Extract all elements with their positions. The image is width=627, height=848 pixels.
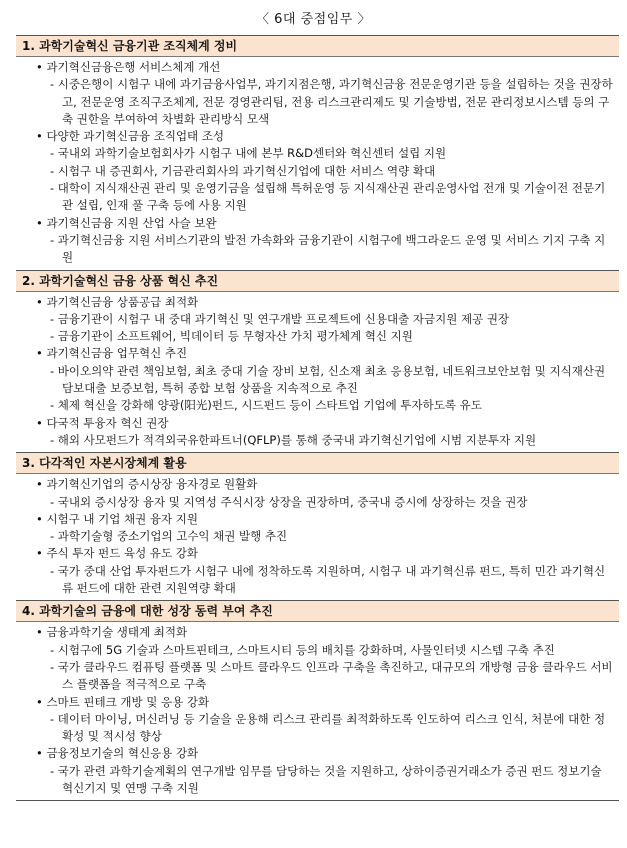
sub-item: - 국내외 과학기술보험회사가 시험구 내에 본부 R&D센터와 혁신센터 설립 지원 (50, 146, 447, 161)
mission-list (16, 35, 619, 801)
sub-item: - 국가 중대 산업 투자펀드가 시험구 내에 정착하도록 지원하며, 시험구 내 과기혁신류 펀드, 특히 민간 과기혁신류 펀드에 대한 관련 지원역량 확대 (50, 563, 606, 596)
sub-item: - 체제 혁신을 강화해 양광(阳光)펀드, 시드펀드 등이 스타트업 기업에 투자하도록 유도 (50, 398, 482, 413)
sub-item: - 바이오의약 관련 책임보험, 최초 중대 기술 장비 보험, 신소재 최초 응용보험, 네트워크보안보험 및 지식재산권 담보대출 보증보험, 특허 종합 보험 상품을 지속적으로 추진 (50, 363, 606, 396)
sub-item: - 금융기관이 시험구 내 중대 과기혁신 및 연구개발 프로젝트에 신용대출 자금지원 제공 권장 (50, 311, 510, 326)
section-4 (16, 601, 619, 801)
sub-item: - 과학기술형 중소기업의 고수익 채권 발행 추진 (50, 529, 288, 544)
sub-item: - 시험구에 5G 기술과 스마트핀테크, 스마트시티 등의 배치를 강화하며, 사물인터넷 시스템 구축 추진 (50, 642, 555, 657)
section-body (16, 292, 619, 453)
document-title: 〈 6대 중점임무 〉 (256, 12, 371, 27)
section-1 (16, 36, 619, 271)
bullet-item: • 과기혁신기업의 증시상장 융자경로 원활화 (36, 477, 258, 492)
section-body (16, 622, 619, 800)
sub-item: - 국내외 증시상장 융자 및 지역성 주식시장 상장을 권장하며, 중국내 증시에 상장하는 것을 권장 (50, 494, 528, 509)
bullet-item: • 금융정보기술의 혁신응용 강화 (36, 746, 199, 761)
section-body (16, 57, 619, 270)
sub-item: - 과기혁신금융 지원 서비스기관의 발전 가속화와 금융기관이 시험구에 백그라운드 운영 및 서비스 기지 구축 지원 (50, 232, 606, 265)
bullet-item: • 과기혁신금융 상품공급 최적화 (36, 294, 199, 309)
sub-item: - 국가 클라우드 컴퓨팅 플랫폼 및 스마트 클라우드 인프라 구축을 촉진하고, 대규모의 개방형 금융 클라우드 서비스 플랫폼을 적극적으로 구축 (50, 659, 613, 692)
sub-item: - 해외 사모펀드가 적격외국유한파트너(QFLP)를 통해 중국내 과기혁신기업에 시범 지분투자 지원 (50, 432, 537, 447)
sub-item: - 대학이 지식재산권 관리 및 운영기금을 설립해 특허운영 등 지식재산권 관리운영사업 전개 및 기술이전 전문기관 설립, 인재 풀 구축 등에 사용 지원 (50, 181, 606, 213)
section-2 (16, 271, 619, 454)
section-heading: 4. 과학기술의 금융에 대한 성장 동력 부여 추진 (16, 601, 619, 622)
sub-item: - 국가 관련 과학기술계획의 연구개발 임무를 담당하는 것을 지원하고, 상하이증권거래소가 증권 펀드 정보기술 혁신기지 및 연맹 구축 지원 (50, 763, 602, 795)
sub-item: - 금융기관이 소프트웨어, 빅데이터 등 무형자산 가치 평가체계 혁신 지원 (50, 329, 413, 344)
bullet-item: • 시험구 내 기업 채권 융자 지원 (36, 511, 199, 526)
bullet-item: • 과기혁신금융 지원 산업 사슬 보완 (36, 215, 217, 230)
sub-item: - 데이터 마이닝, 머신러닝 등 기술을 운용해 리스크 관리를 최적화하도록 인도하여 리스크 인식, 처분에 대한 정확성 및 적시성 향상 (50, 711, 606, 744)
bullet-item: • 다국적 투융자 혁신 권장 (36, 415, 169, 430)
bullet-item: • 과기혁신금융 업무혁신 추진 (36, 346, 188, 361)
section-body (16, 474, 619, 600)
bullet-item: • 과기혁신금융은행 서비스체계 개선 (36, 60, 221, 74)
section-heading: 1. 과학기술혁신 금융기관 조직체계 정비 (16, 36, 619, 57)
sub-item: - 시험구 내 증권회사, 기금관리회사의 과기혁신기업에 대한 서비스 역량 확대 (50, 163, 436, 178)
bullet-item: • 다양한 과기혁신금융 조직업태 조성 (36, 129, 225, 144)
bullet-item: • 스마트 핀테크 개방 및 응용 강화 (36, 694, 210, 709)
sub-item: - 시중은행이 시험구 내에 과기금융사업부, 과기지점은행, 과기혁신금융 전문운영기관 등을 설립하는 것을 권장하고, 전문운영 조직구조체계, 전문 경영관리팀, 전용 리스크관리제도 및 기술방법, 전문 관리정보시스템 등의 구축 권한을 부여하여 차별화 관리방식 모색 (50, 77, 613, 126)
bullet-item: • 주식 투자 펀드 육성 유도 강화 (36, 546, 199, 561)
bullet-item: • 금융과학기술 생태계 최적화 (36, 625, 188, 640)
section-3 (16, 453, 619, 601)
section-heading: 2. 과학기술혁신 금융 상품 혁신 추진 (16, 271, 619, 292)
section-heading: 3. 다각적인 자본시장체계 활용 (16, 453, 619, 474)
